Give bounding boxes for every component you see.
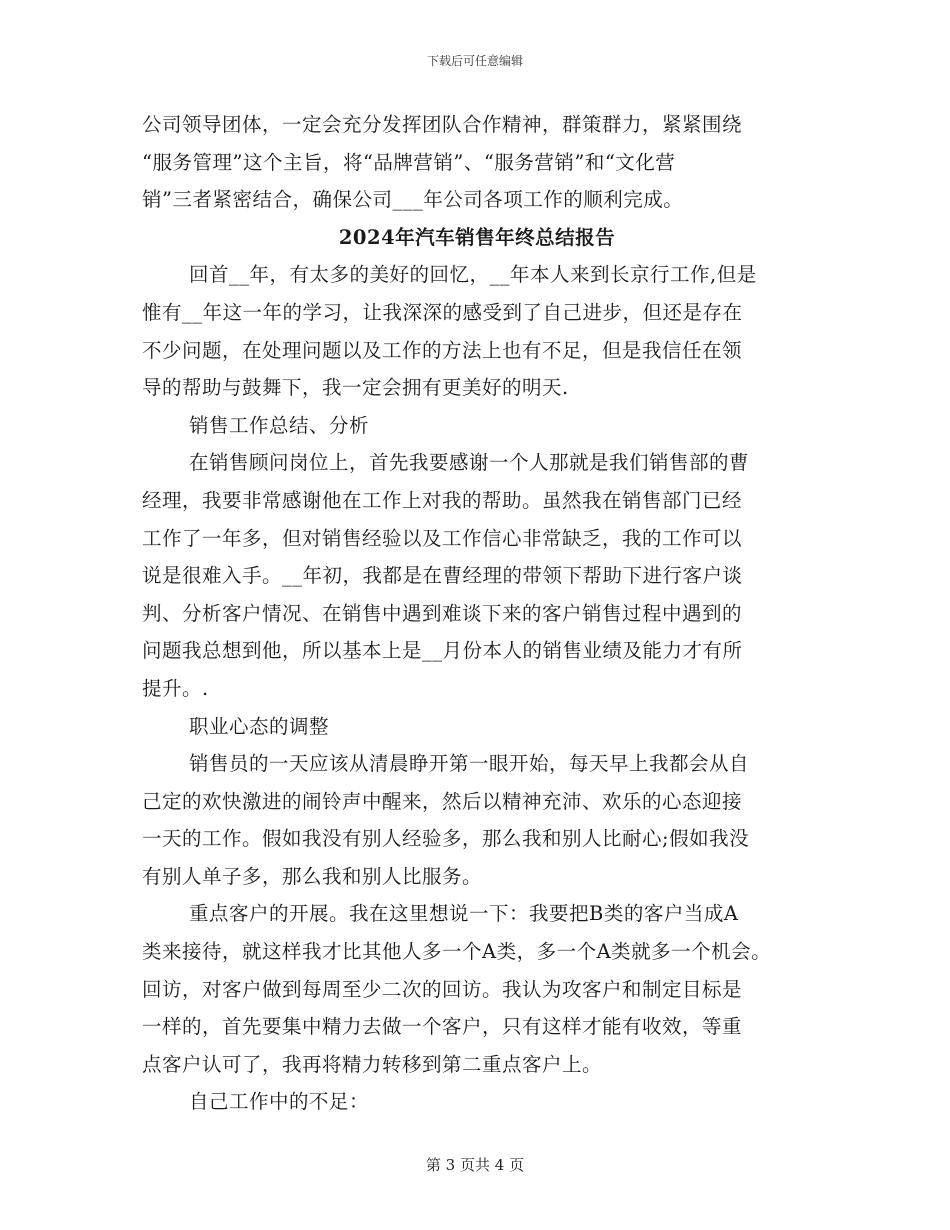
text-line: 判、分析客户情况、在销售中遇到难谈下来的客户销售过程中遇到的 [142,601,743,625]
text-line: 重点客户的开展。我在这里想说一下：我要把B类的客户当成A [189,902,739,926]
text-line: 回首__年，有太多的美好的回忆，__年本人来到长京行工作,但是 [189,263,757,287]
text-line: 说是很难入手。__年初，我都是在曹经理的带领下帮助下进行客户谈 [142,564,743,588]
text-line: 提升。. [142,676,209,700]
text-line: 一样的，首先要集中精力去做一个客户，只有这样才能有收效，等重 [142,1015,743,1039]
text-line: 点客户认可了，我再将精力转移到第二重点客户上。 [142,1052,603,1076]
text-line: 问题我总想到他，所以基本上是__月份本人的销售业绩及能力才有所 [142,639,743,663]
text-line: 销”三者紧密结合，确保公司___年公司各项工作的顺利完成。 [142,188,684,212]
document-title: 2024年汽车销售年终总结报告 [338,225,616,249]
text-line: 工作了一年多，但对销售经验以及工作信心非常缺乏，我的工作可以 [142,526,743,550]
text-line: 公司领导团体，一定会充分发挥团队合作精神，群策群力，紧紧围绕 [142,113,743,136]
text-line: 经理，我要非常感谢他在工作上对我的帮助。虽然我在销售部门已经 [142,488,743,512]
document-body [142,106,812,1121]
text-line: 销售员的一天应该从清晨睁开第一眼开始，每天早上我都会从自 [189,752,750,776]
text-line: 惟有__年这一年的学习，让我深深的感受到了自己进步，但还是存在 [142,300,743,324]
text-line: 不少问题，在处理问题以及工作的方法上也有不足，但是我信任在领 [142,338,743,362]
text-line: “服务管理”这个主旨，将“品牌营销”、“服务营销”和“文化营 [142,150,676,174]
text-line: 有别人单子多，那么我和别人比服务。 [142,864,483,888]
text-line: 在销售顾问岗位上，首先我要感谢一个人那就是我们销售部的曹 [189,451,750,475]
text-line: 回访，对客户做到每周至少二次的回访。我认为攻客户和制定目标是 [142,977,743,1001]
text-line: 职业心态的调整 [189,714,330,738]
text-line: 自己工作中的不足： [189,1090,370,1114]
text-line: 一天的工作。假如我没有别人经验多，那么我和别人比耐心;假如我没 [142,827,750,851]
page-footer: 第 3 页共 4 页 [425,1156,525,1174]
text-line: 导的帮助与鼓舞下，我一定会拥有更美好的明天. [142,376,569,400]
text-line: 销售工作总结、分析 [189,413,370,437]
text-line: 己定的欢快激进的闹铃声中醒来，然后以精神充沛、欢乐的心态迎接 [142,789,743,813]
page-header: 下载后可任意编辑 [426,54,523,68]
text-line: 类来接待，就这样我才比其他人多一个A类，多一个A类就多一个机会。 [142,940,772,964]
